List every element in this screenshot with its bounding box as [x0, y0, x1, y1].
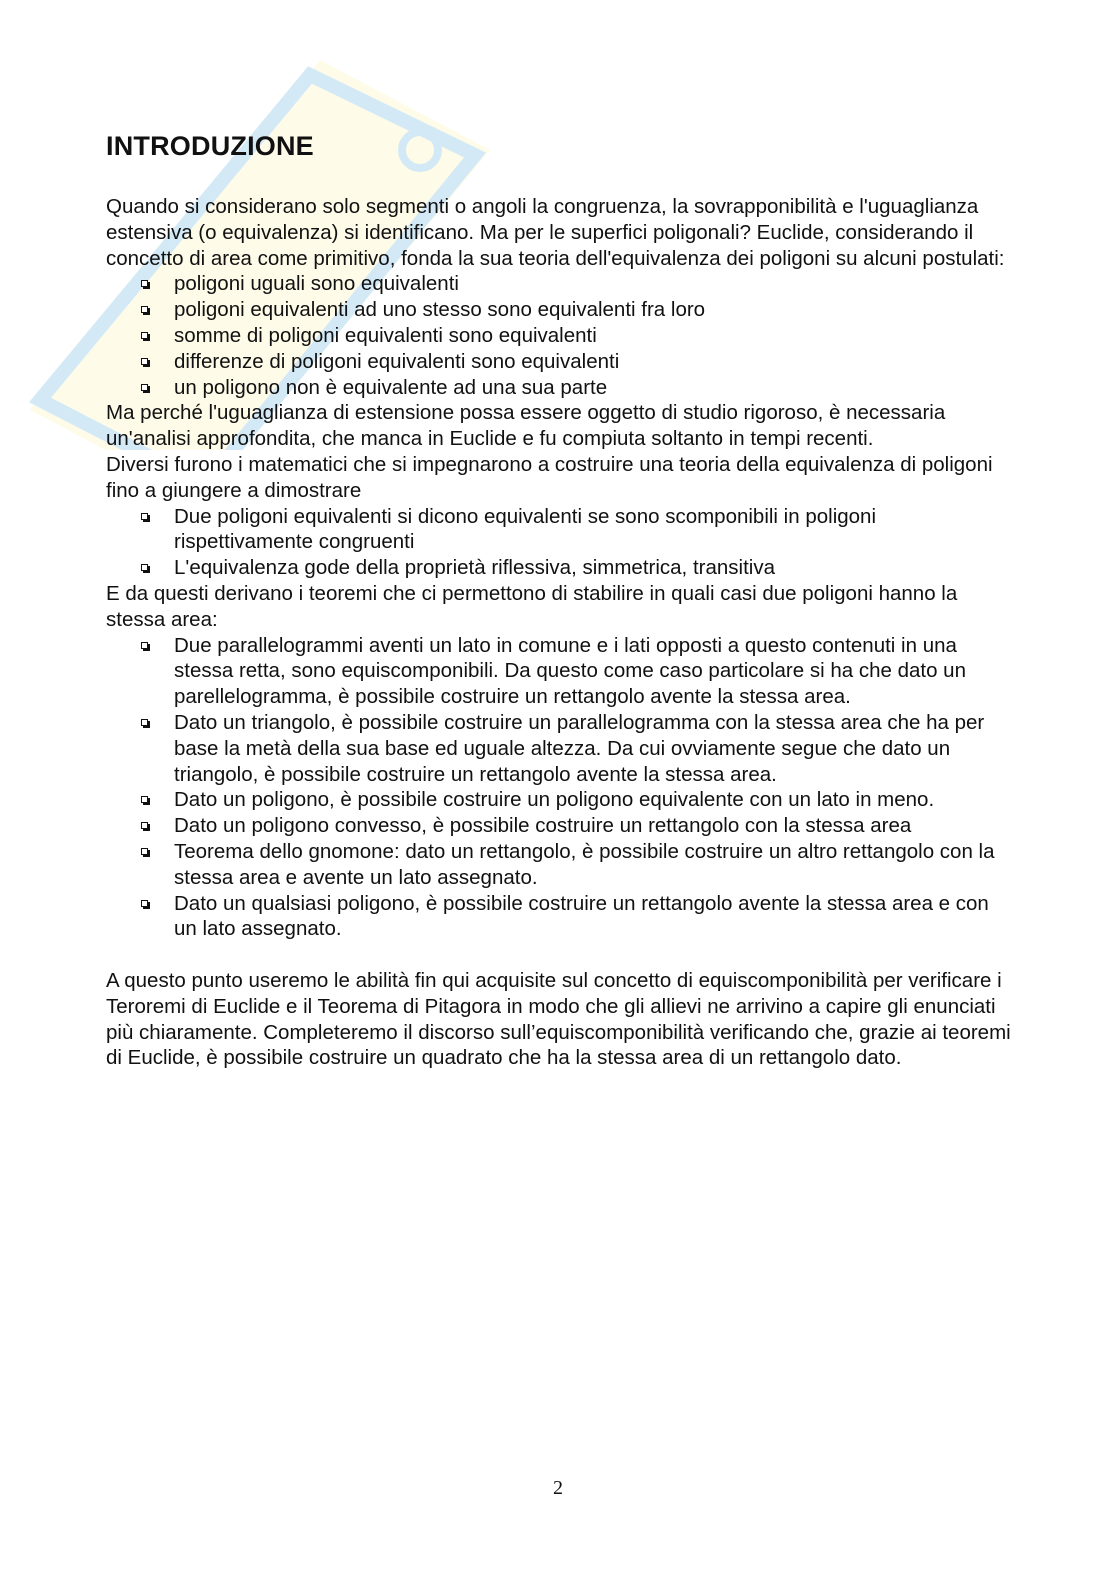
square-bullet-icon	[141, 332, 148, 339]
list-item: Due parallelogrammi aventi un lato in comune e i lati opposti a questo contenuti in una stessa retta, sono equiscomponibili. Da questo come caso particolare si ha che dato un parellelogramma, è possibile costruire un rettangolo avente la stessa area.	[174, 633, 1016, 710]
list-item: differenze di poligoni equivalenti sono equivalenti	[174, 349, 1016, 375]
list-item: un poligono non è equivalente ad una sua parte	[174, 375, 1016, 401]
list-item: Dato un qualsiasi poligono, è possibile costruire un rettangolo avente la stessa area e con un lato assegnato.	[174, 891, 1016, 943]
square-bullet-icon	[141, 280, 148, 287]
square-bullet-icon	[141, 513, 148, 520]
list-item: Dato un poligono convesso, è possibile costruire un rettangolo con la stessa area	[174, 813, 1016, 839]
square-bullet-icon	[141, 358, 148, 365]
square-bullet-icon	[141, 642, 148, 649]
list-item: poligoni uguali sono equivalenti	[174, 271, 1016, 297]
list-item: Teorema dello gnomone: dato un rettangolo, è possibile costruire un altro rettangolo con la stessa area e avente un lato assegnato.	[174, 839, 1016, 891]
list-item: L'equivalenza gode della proprietà riflessiva, simmetrica, transitiva	[174, 555, 1016, 581]
results-list	[106, 504, 1016, 581]
page-number: 2	[553, 1477, 563, 1499]
square-bullet-icon	[141, 900, 148, 907]
square-bullet-icon	[141, 564, 148, 571]
list-item: Dato un triangolo, è possibile costruire un parallelogramma con la stessa area che ha per base la metà della sua base ed uguale altezza. Da cui ovviamente segue che dato un triangolo, è possibile costruire un rettangolo avente la stessa area.	[174, 710, 1016, 787]
square-bullet-icon	[141, 822, 148, 829]
postulates-list	[106, 271, 1016, 400]
conclusion-paragraph: A questo punto useremo le abilità fin qui acquisite sul concetto di equiscomponibilità per verificare i Teroremi di Euclide e il Teorema di Pitagora in modo che gli allievi ne arrivino a capire gli enunciati più chiaramente. Completeremo il discorso sull’equiscomponibilità verificando che, grazie ai teoremi di Euclide, è possibile costruire un quadrato che ha la stessa area di un rettangolo dato.	[106, 968, 1011, 1070]
theorems-intro-paragraph: E da questi derivano i teoremi che ci permettono di stabilire in quali casi due poligoni hanno la stessa area:	[106, 581, 958, 631]
list-item: poligoni equivalenti ad uno stesso sono equivalenti fra loro	[174, 297, 1016, 323]
page-title: INTRODUZIONE	[106, 131, 314, 161]
paragraph-spacer	[106, 942, 1016, 968]
square-bullet-icon	[141, 306, 148, 313]
mathematicians-paragraph: Diversi furono i matematici che si impegnarono a costruire una teoria della equivalenza di poligoni fino a giungere a dimostrare	[106, 452, 993, 502]
square-bullet-icon	[141, 719, 148, 726]
list-item: Due poligoni equivalenti si dicono equivalenti se sono scomponibili in poligoni rispettivamente congruenti	[174, 504, 1016, 556]
intro-paragraph: Quando si considerano solo segmenti o angoli la congruenza, la sovrapponibilità e l'uguaglianza estensiva (o equivalenza) si identificano. Ma per le superfici poligonali? Euclide, considerando il concetto di area come primitivo, fonda la sua teoria dell'equivalenza dei poligoni su alcuni postulati:	[106, 195, 1005, 270]
theorems-list	[106, 633, 1016, 943]
square-bullet-icon	[141, 848, 148, 855]
square-bullet-icon	[141, 796, 148, 803]
list-item: Dato un poligono, è possibile costruire un poligono equivalente con un lato in meno.	[174, 787, 1016, 813]
document-body	[106, 128, 1016, 1071]
list-item: somme di poligoni equivalenti sono equivalenti	[174, 323, 1016, 349]
square-bullet-icon	[141, 384, 148, 391]
analysis-paragraph: Ma perché l'uguaglianza di estensione possa essere oggetto di studio rigoroso, è necessaria un'analisi approfondita, che manca in Euclide e fu compiuta soltanto in tempi recenti.	[106, 401, 946, 451]
